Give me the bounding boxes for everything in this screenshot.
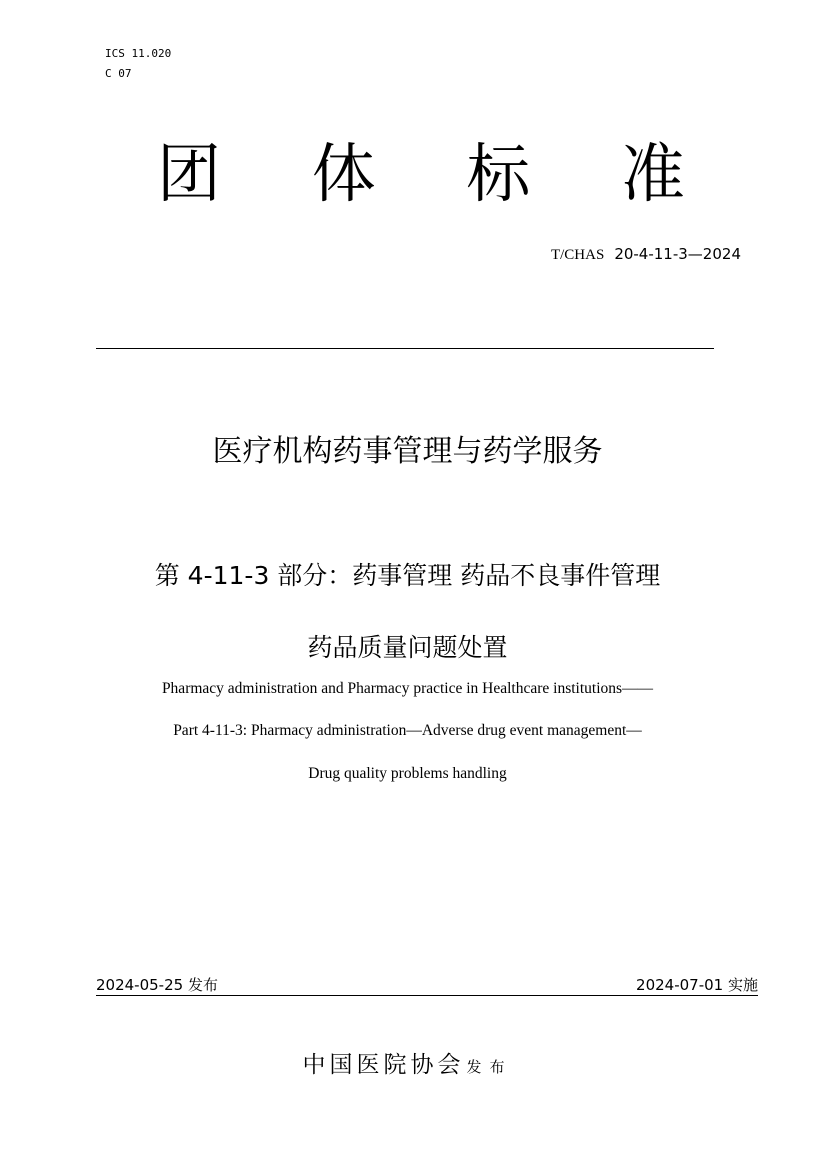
date-divider bbox=[96, 995, 758, 996]
standard-code bbox=[551, 245, 741, 264]
ccs-code: C 07 bbox=[105, 67, 132, 80]
standard-type-char-2: 体 bbox=[311, 138, 376, 212]
english-title-line-2: Part 4-11-3: Pharmacy administration—Adverse drug event management— bbox=[173, 722, 642, 739]
standard-type-char-1: 团 bbox=[157, 138, 221, 212]
standard-code-prefix: T/CHAS bbox=[550, 247, 605, 263]
english-title-line-3: Drug quality problems handling bbox=[308, 765, 507, 782]
standard-type-char-3: 标 bbox=[466, 138, 531, 212]
part-title: 第 4-11-3 部分：药事管理 药品不良事件管理 bbox=[154, 561, 661, 590]
standard-type-char-4: 准 bbox=[620, 138, 685, 212]
main-title: 医疗机构药事管理与药学服务 bbox=[212, 434, 603, 469]
implementation-date: 2024-07-01 实施 bbox=[636, 976, 758, 994]
issue-date: 2024-05-25 发布 bbox=[96, 976, 218, 994]
publisher-organization: 中国医院协会 bbox=[302, 1052, 465, 1078]
date-row bbox=[96, 975, 758, 995]
publisher bbox=[0, 1046, 815, 1079]
classification-codes bbox=[105, 44, 171, 84]
english-title-line-1: Pharmacy administration and Pharmacy practice in Healthcare institutions—— bbox=[161, 680, 654, 697]
standard-type-heading bbox=[95, 130, 715, 220]
standard-code-number: 20-4-11-3—2024 bbox=[614, 245, 741, 263]
ics-code: ICS 11.020 bbox=[105, 47, 172, 60]
publisher-action: 发布 bbox=[466, 1058, 513, 1076]
sub-title: 药品质量问题处置 bbox=[307, 633, 508, 662]
header-divider bbox=[96, 348, 714, 349]
